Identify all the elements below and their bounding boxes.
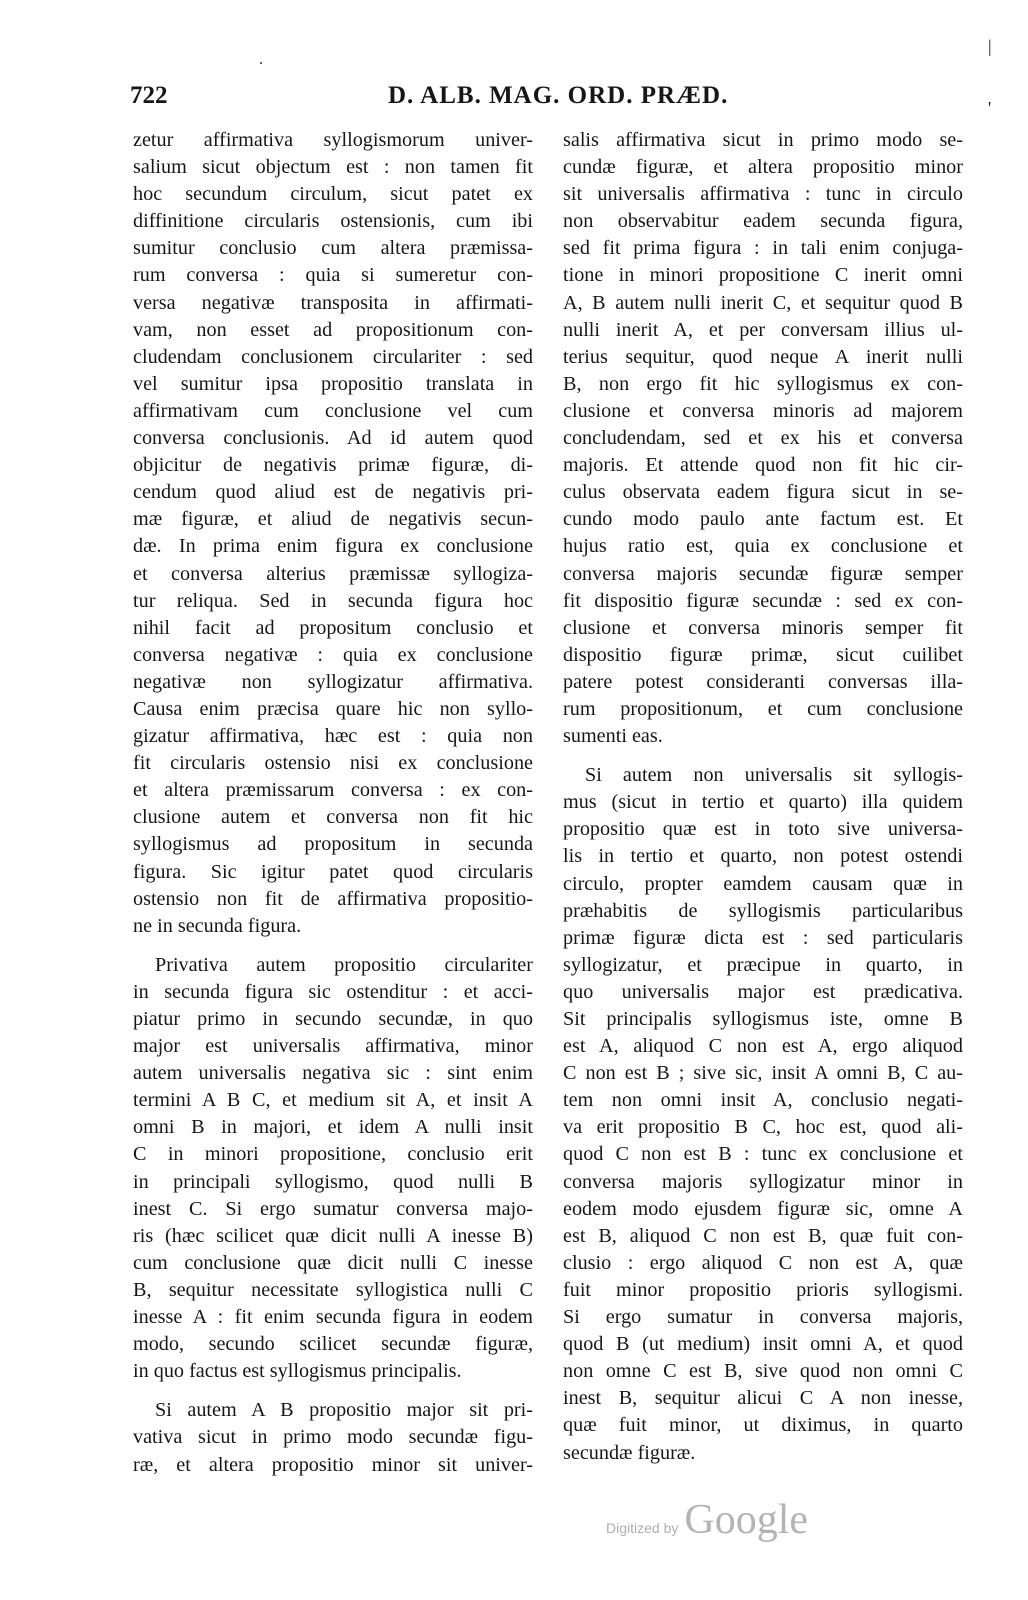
text-line: inest B, sequitur alicui C A non inesse, [563, 1387, 963, 1410]
text-line: Si autem non universalis sit syllogis- [585, 764, 963, 787]
text-line: nihil facit ad propositum conclusio et [133, 616, 533, 639]
text-line: tem non omni insit A, conclusio negati- [563, 1089, 963, 1112]
text-line: gizatur affirmativa, hæc est : quia non [133, 725, 533, 748]
text-line: tur reliqua. Sed in secunda figura hoc [133, 589, 533, 612]
text-line: clusione autem et conversa non fit hic [133, 806, 533, 829]
text-line: ne in secunda figura. [133, 914, 302, 937]
text-line: inest C. Si ergo sumatur conversa majo- [133, 1197, 533, 1220]
text-line: vel sumitur ipsa propositio translata in [133, 372, 533, 395]
text-line: dispositio figuræ primæ, sicut cuilibet [563, 643, 963, 666]
text-line: cendum quod aliud est de negativis pri- [133, 481, 533, 504]
text-line: cludendam conclusionem circulariter : sed [133, 345, 533, 368]
text-line: Si ergo sumatur in conversa majoris, [563, 1306, 963, 1329]
text-line: autem universalis negativa sic : sint enim [133, 1062, 533, 1085]
text-line: quod C non est B : tunc ex conclusione et [563, 1143, 963, 1166]
text-line: salium sicut objectum est : non tamen fit [133, 156, 533, 179]
text-line: est B, aliquod C non est B, quæ fuit con- [563, 1224, 963, 1247]
text-line: cundæ figuræ, et altera propositio minor [563, 156, 963, 179]
text-line: major est universalis affirmativa, minor [133, 1035, 533, 1058]
text-line: quod B (ut medium) insit omni A, et quod [563, 1333, 963, 1356]
text-line: salis affirmativa sicut in primo modo se- [563, 129, 963, 151]
running-header [0, 80, 1028, 116]
text-line: præhabitis de syllogismis particularibus [563, 899, 963, 922]
text-line: conversa conclusionis. Ad id autem quod [133, 427, 533, 450]
text-line: B, non ergo fit hic syllogismus ex con- [563, 372, 963, 395]
text-line: conversa negativæ : quia ex conclusione [133, 643, 533, 666]
text-line: mæ figuræ, et aliud de negativis secun- [133, 508, 533, 531]
text-line: quo universalis major est prædicativa. [563, 980, 963, 1003]
running-title: D. ALB. MAG. ORD. PRÆD. [388, 82, 729, 109]
text-line: hujus ratio est, quia ex conclusione et [563, 535, 963, 558]
text-line: cum conclusione quæ dicit nulli C inesse [133, 1251, 533, 1274]
text-line: est A, aliquod C non est A, ergo aliquod [563, 1035, 963, 1058]
text-line: primæ figuræ dicta est : sed particularis [563, 926, 963, 949]
text-line: in secunda figura sic ostenditur : et acci- [133, 980, 533, 1003]
text-line: conversa majoris syllogizatur minor in [563, 1170, 963, 1193]
text-line: ræ, et altera propositio minor sit univer- [133, 1453, 533, 1476]
text-line: C in minori propositione, conclusio erit [133, 1143, 533, 1166]
text-line: sumenti eas. [563, 725, 663, 748]
text-line: eodem modo ejusdem figuræ sic, omne A [563, 1197, 963, 1220]
text-line: inesse A : fit enim secunda figura in eodem [133, 1306, 533, 1329]
text-line: et conversa alterius præmissæ syllogiza- [133, 562, 533, 585]
text-line: A, B autem nulli inerit C, et sequitur quod B [563, 291, 963, 314]
text-line: non omne C est B, sive quod non omni C [563, 1360, 963, 1383]
text-line: ostensio non fit de affirmativa propositio- [133, 887, 533, 910]
text-line: clusione et conversa minoris semper fit [563, 616, 963, 639]
text-line: diffinitione circularis ostensionis, cum ibi [133, 210, 533, 233]
text-line: rum conversa : quia si sumeretur con- [133, 264, 533, 287]
text-line: hoc secundum circulum, sicut patet ex [133, 183, 533, 206]
right-column [563, 127, 963, 1467]
text-line: in principali syllogismo, quod nulli B [133, 1170, 533, 1193]
text-line: clusione et conversa minoris ad majorem [563, 399, 963, 422]
text-line: Causa enim præcisa quare hic non syllo- [133, 697, 533, 720]
text-line: concludendam, sed et ex his et conversa [563, 427, 963, 450]
text-line: versa negativæ transposita in affirmati- [133, 291, 533, 314]
page-number: 722 [130, 82, 168, 109]
text-line: propositio quæ est in toto sive universa- [563, 818, 963, 841]
text-line: affirmativam cum conclusione vel cum [133, 399, 533, 422]
text-line: objicitur de negativis primæ figuræ, di- [133, 454, 533, 477]
text-line: Privativa autem propositio circulariter [155, 953, 533, 976]
margin-mark: ' [988, 98, 992, 118]
text-line: clusio : ergo aliquod C non est A, quæ [563, 1251, 963, 1274]
text-line: sumitur conclusio cum altera præmissa- [133, 237, 533, 260]
text-line: in quo factus est syllogismus principalis. [133, 1360, 462, 1383]
text-line: fit circularis ostensio nisi ex conclusione [133, 752, 533, 775]
text-line: patere potest consideranti conversas illa- [563, 670, 963, 693]
google-logo: Google [684, 1497, 809, 1543]
text-line: negativæ non syllogizatur affirmativa. [133, 670, 533, 693]
text-line: zetur affirmativa syllogismorum univer- [133, 129, 533, 151]
text-line: B, sequitur necessitate syllogistica nulli C [133, 1278, 533, 1301]
text-line: termini A B C, et medium sit A, et insit A [133, 1089, 533, 1112]
text-line: va erit propositio B C, hoc est, quod ali- [563, 1116, 963, 1139]
digitization-watermark [606, 1496, 808, 1546]
text-line: vativa sicut in primo modo secundæ figu- [133, 1426, 533, 1449]
text-line: sit universalis affirmativa : tunc in circulo [563, 183, 963, 206]
text-line: Si autem A B propositio major sit pri- [155, 1399, 533, 1422]
text-line: circulo, propter eamdem causam quæ in [563, 872, 963, 895]
text-line: C non est B ; sive sic, insit A omni B, C au- [563, 1062, 963, 1085]
text-line: fuit minor propositio prioris syllogismi. [563, 1278, 963, 1301]
text-line: figura. Sic igitur patet quod circularis [133, 860, 533, 883]
text-line: fit dispositio figuræ secundæ : sed ex con- [563, 589, 963, 612]
text-line: sed fit prima figura : in tali enim conjuga- [563, 237, 963, 260]
text-line: piatur primo in secundo secundæ, in quo [133, 1008, 533, 1030]
text-line: modo, secundo scilicet secundæ figuræ, [133, 1333, 533, 1356]
text-line: culus observata eadem figura sicut in se- [563, 481, 963, 504]
text-line: cundo modo paulo ante factum est. Et [563, 508, 963, 531]
text-line: non observabitur eadem secunda figura, [563, 210, 963, 233]
text-line: et altera præmissarum conversa : ex con- [133, 779, 533, 802]
text-line: majoris. Et attende quod non fit hic cir- [563, 454, 963, 477]
text-line: lis in tertio et quarto, non potest ostendi [563, 845, 963, 868]
text-line: secundæ figuræ. [563, 1441, 696, 1464]
digitized-by-label: Digitized by [606, 1520, 679, 1536]
text-line: rum propositionum, et cum conclusione [563, 697, 963, 720]
text-line: mus (sicut in tertio et quarto) illa quidem [563, 791, 963, 814]
text-line: ris (hæc scilicet quæ dicit nulli A inesse B) [133, 1224, 533, 1247]
text-line: quæ fuit minor, ut diximus, in quarto [563, 1414, 963, 1437]
text-line: terius sequitur, quod neque A inerit nulli [563, 345, 963, 368]
text-line: dæ. In prima enim figura ex conclusione [133, 535, 533, 558]
text-line: nulli inerit A, et per conversam illius ul- [563, 318, 963, 341]
text-line: omni B in majori, et idem A nulli insit [133, 1116, 533, 1139]
text-line: conversa majoris secundæ figuræ semper [563, 562, 963, 585]
text-line: tione in minori propositione C inerit omni [563, 264, 963, 287]
text-line: vam, non esset ad propositionum con- [133, 318, 533, 341]
text-line: syllogismus ad propositum in secunda [133, 833, 533, 856]
margin-mark: ˙ [258, 58, 264, 78]
left-column [133, 127, 533, 1479]
text-line: syllogizatur, et præcipue in quarto, in [563, 953, 963, 976]
text-line: Sit principalis syllogismus iste, omne B [563, 1008, 963, 1030]
margin-mark: | [988, 36, 992, 56]
